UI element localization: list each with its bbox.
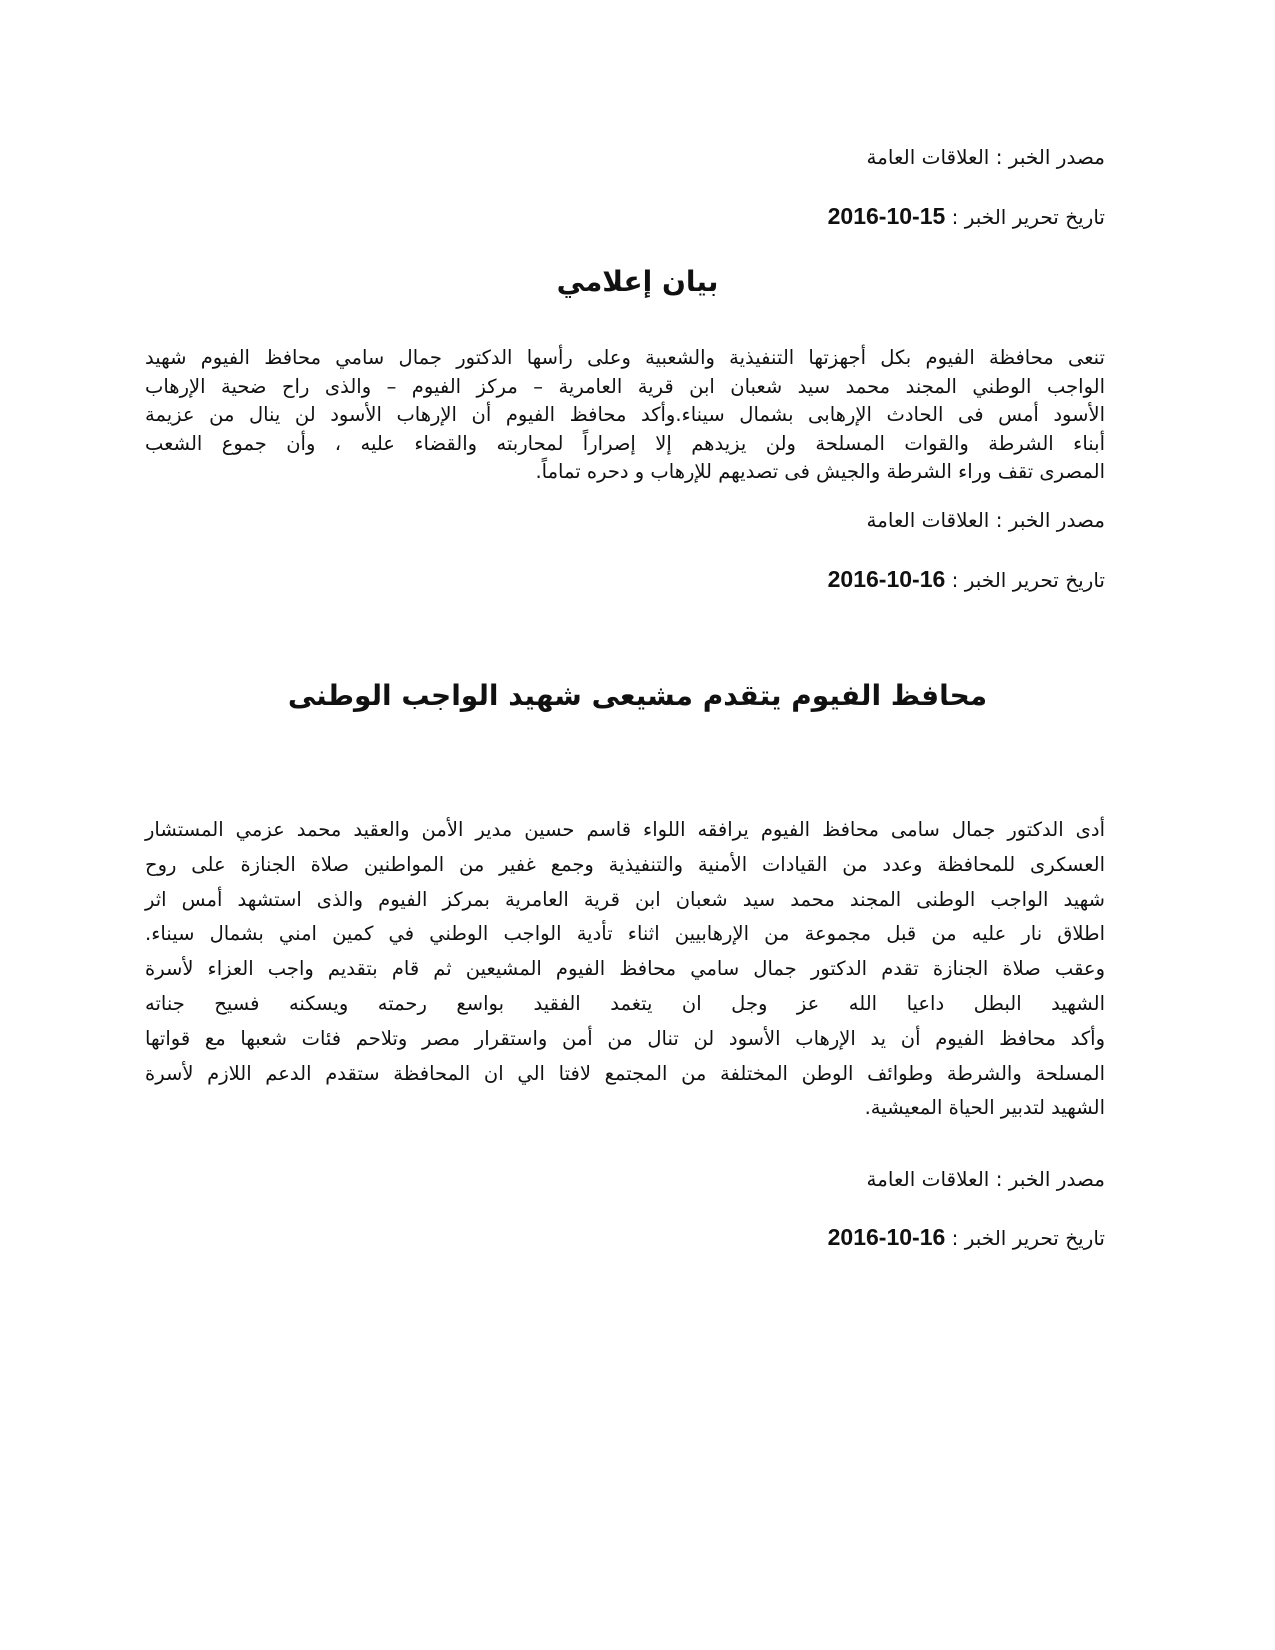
news-source-text: مصدر الخبر : العلاقات العامة — [866, 1167, 1105, 1191]
body-line: تنعى محافظة الفيوم بكل أجهزتها التنفيذية والشعبية وعلى رأسها الدكتور جمال سامي محافظ الفيوم شهيد — [145, 346, 1105, 369]
body-line: الأسود أمس فى الحادث الإرهابى بشمال سيناء.وأكد محافظ الفيوم أن الإرهاب الأسود لن ينال من عزيمة — [145, 403, 1105, 426]
news-date-value: 2016-10-16 — [827, 566, 946, 592]
body-line: المصرى تقف وراء الشرطة والجيش فى تصديهم للإرهاب و دحره تماماً. — [535, 460, 1105, 483]
news-date-label: تاريخ تحرير الخبر : — [951, 205, 1105, 229]
article-title: محافظ الفيوم يتقدم مشيعى شهيد الواجب الوطنى — [287, 679, 988, 712]
news-date-value: 2016-10-16 — [827, 1224, 946, 1250]
body-line: العسكرى للمحافظة وعدد من القيادات الأمنية والتنفيذية وجمع غفير من المواطنين صلاة الجنازة على روح — [145, 852, 1105, 876]
body-line: المسلحة والشرطة وطوائف الوطن المختلفة من المجتمع لافتا الي ان المحافظة ستقدم الدعم اللازم لأسرة — [145, 1061, 1105, 1085]
news-date-value: 2016-10-15 — [827, 203, 946, 229]
press-release-title: بيان إعلامي — [556, 265, 719, 298]
body-line: الشهيد لتدبير الحياة المعيشية. — [864, 1096, 1105, 1120]
body-line: وعقب صلاة الجنازة تقدم الدكتور جمال سامي محافظ الفيوم المشيعين ثم قام بتقديم واجب العزاء لأسرة — [145, 957, 1105, 981]
news-source-line — [866, 1165, 1105, 1193]
news-date-line — [828, 202, 1105, 231]
news-source-line — [866, 506, 1105, 534]
press-release-body — [145, 344, 1105, 487]
news-date-line — [828, 565, 1105, 594]
news-source-line — [866, 143, 1105, 171]
news-date-label: تاريخ تحرير الخبر : — [951, 1226, 1105, 1250]
body-line: الواجب الوطني المجند محمد سيد شعبان ابن قرية العامرية – مركز الفيوم – والذى راح ضحية الإرهاب — [145, 374, 1105, 398]
body-line: أدى الدكتور جمال سامى محافظ الفيوم يرافقه اللواء قاسم حسين مدير الأمن والعقيد محمد عزمي المستشار — [145, 818, 1105, 841]
article-body — [145, 813, 1105, 1126]
news-source-text: مصدر الخبر : العلاقات العامة — [866, 145, 1105, 169]
body-line: شهيد الواجب الوطنى المجند محمد سيد شعبان ابن قرية العامرية بمركز الفيوم والذى استشهد أمس اثر — [145, 887, 1105, 911]
news-date-label: تاريخ تحرير الخبر : — [951, 568, 1105, 592]
body-line: وأكد محافظ الفيوم أن يد الإرهاب الأسود لن تنال من أمن واستقرار مصر وتلاحم فئات شعبها مع قواتها — [145, 1026, 1105, 1050]
news-date-line — [828, 1223, 1105, 1252]
body-line: الشهيد البطل داعيا الله عز وجل ان يتغمد الفقيد بواسع رحمته ويسكنه فسيح جناته — [145, 991, 1105, 1015]
body-line: اطلاق نار عليه من قبل مجموعة من الإرهابيين اثناء تأدية الواجب الوطني في كمين امني بشمال سيناء. — [145, 922, 1105, 946]
body-line: أبناء الشرطة والقوات المسلحة ولن يزيدهم إلا إصراراً لمحاربته والقضاء عليه ، وأن جموع الشعب — [145, 431, 1105, 455]
news-source-text: مصدر الخبر : العلاقات العامة — [866, 508, 1105, 532]
